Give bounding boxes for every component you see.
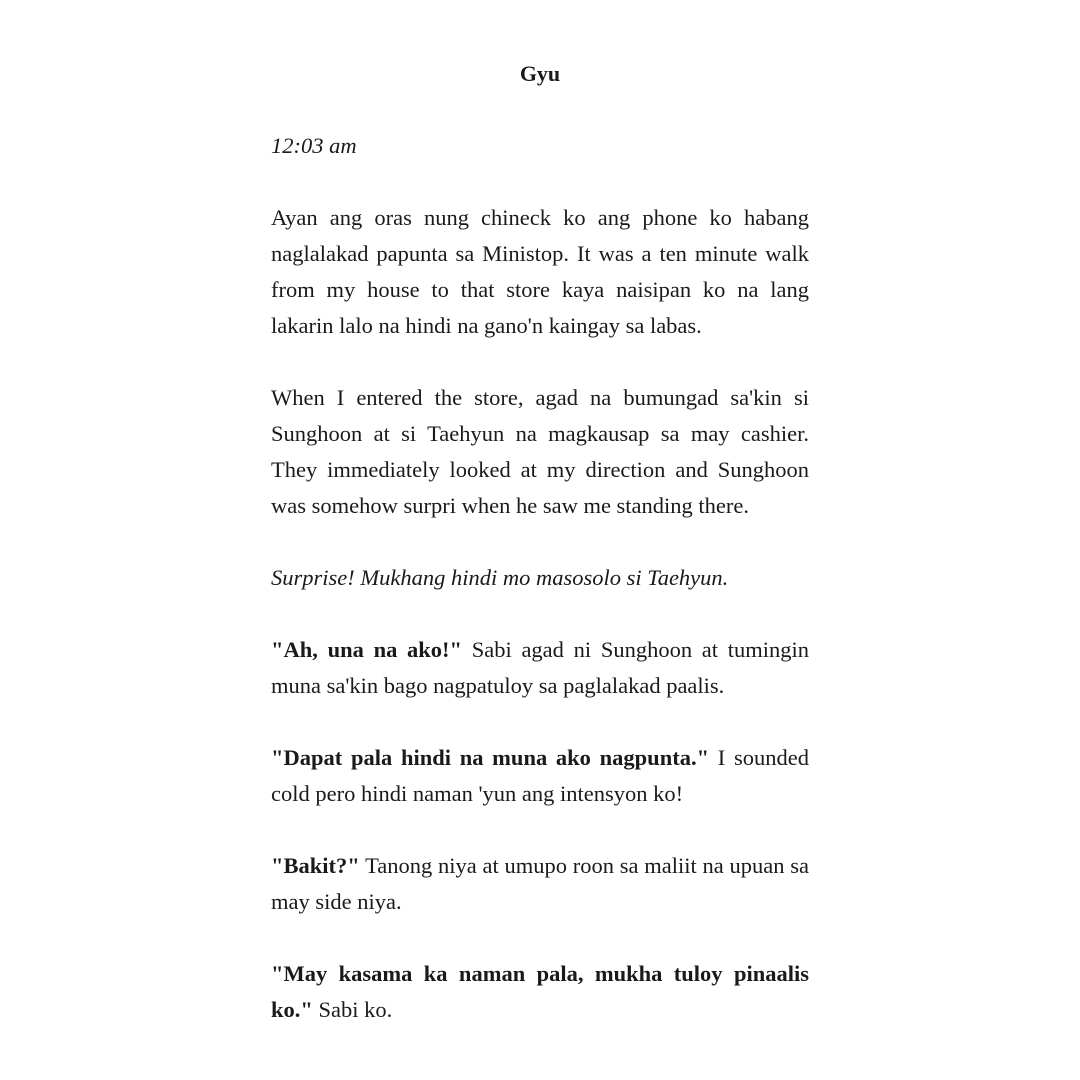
paragraph-7: [271, 956, 809, 1028]
dialogue-line: "Dapat pala hindi na muna ako nagpunta.": [271, 745, 710, 770]
narration-text: Sabi ko.: [312, 997, 393, 1022]
narration-text: I sounded cold pero hindi naman 'yun ang intensyon ko!: [271, 745, 809, 806]
chapter-title: Gyu: [519, 61, 561, 86]
paragraph-3-inner-thought: Surprise! Mukhang hindi mo masosolo si Taehyun.: [271, 565, 729, 590]
dialogue-line: "May kasama ka naman pala, mukha tuloy pinaalis ko.": [271, 961, 809, 1022]
paragraph-5: [271, 740, 809, 812]
story-page: [271, 58, 809, 1028]
chapter-time: 12:03 am: [271, 133, 357, 158]
paragraph-1: Ayan ang oras nung chineck ko ang phone ko habang naglalakad papunta sa Ministop. It was a ten minute walk from my house to that store kaya naisipan ko na lang lakarin lalo na hindi na gano'n kaingay sa labas.: [271, 205, 809, 338]
paragraph-2: When I entered the store, agad na bumungad sa'kin si Sunghoon at si Taehyun na magkausap sa may cashier. They immediately looked at my direction and Sunghoon was somehow surpri when he saw me standing there.: [271, 385, 809, 518]
narration-text: Tanong niya at umupo roon sa maliit na upuan sa may side niya.: [271, 853, 809, 914]
dialogue-line: "Ah, una na ako!": [271, 637, 463, 662]
paragraph-6: [271, 848, 809, 920]
narration-text: Sabi agad ni Sunghoon at tumingin muna sa'kin bago nagpatuloy sa paglalakad paalis.: [271, 637, 809, 698]
dialogue-line: "Bakit?": [271, 853, 360, 878]
paragraph-4: [271, 632, 809, 704]
